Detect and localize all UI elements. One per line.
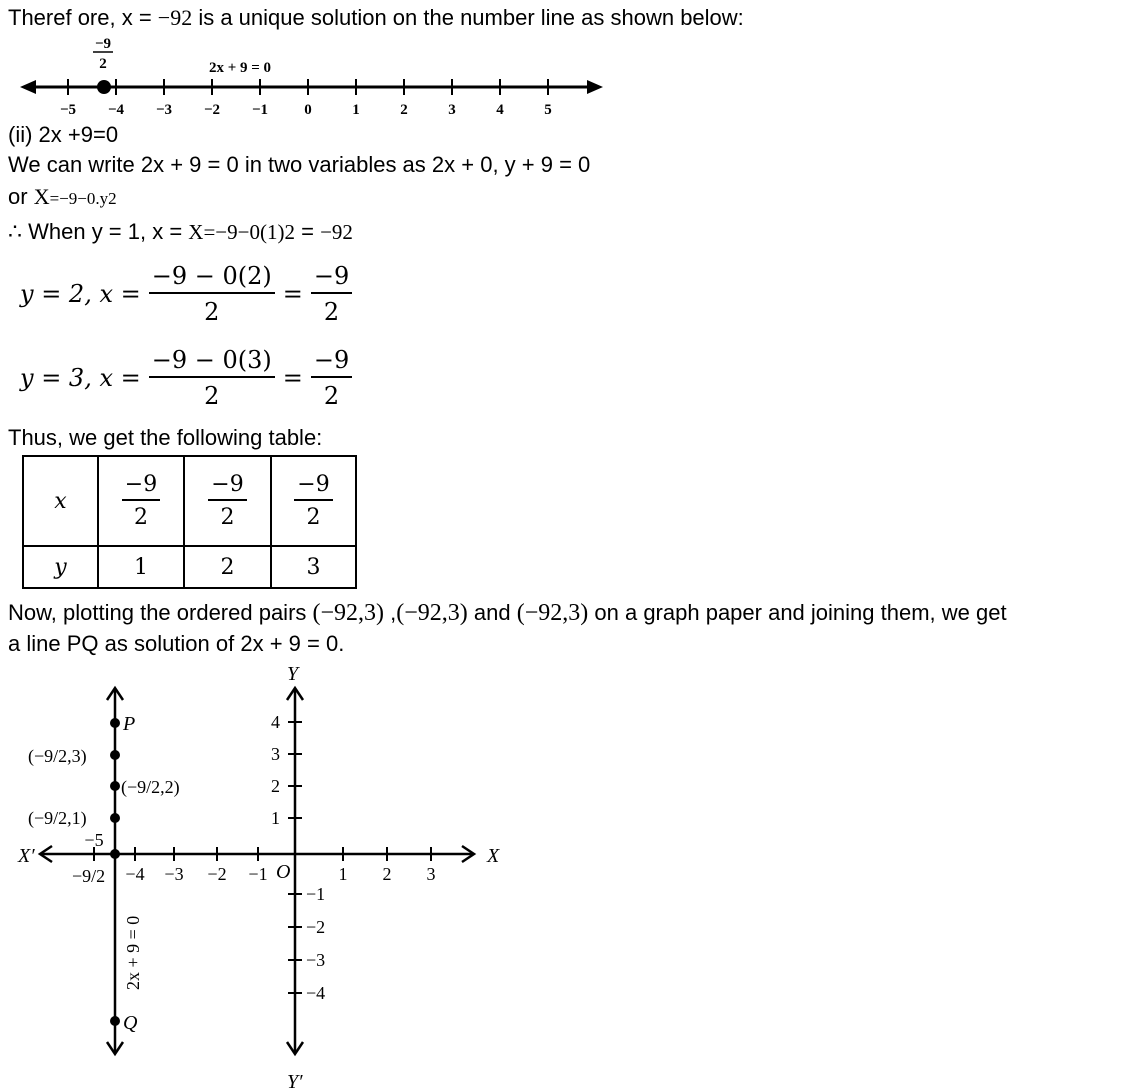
solution-point	[97, 80, 111, 94]
eq-num: −9 − 0(3)	[149, 346, 275, 378]
equation-y2	[20, 262, 352, 326]
x-tick-label: −2	[207, 864, 227, 884]
line-equation-label: 2x + 9 = 0	[123, 915, 143, 990]
table-cell	[184, 456, 271, 546]
label-point-2: (−9/2,2)	[121, 777, 180, 797]
math-inline: (−92,3)	[312, 600, 385, 626]
when-line	[8, 219, 353, 245]
part-ii: (ii) 2x +9=0	[8, 122, 119, 147]
two-variable-form: We can write 2x + 9 = 0 in two variables as 2x + 0, y + 9 = 0	[8, 152, 591, 177]
tick-label: 4	[496, 102, 504, 118]
math-inline: (−92,3)	[396, 600, 468, 626]
text: and	[467, 600, 517, 625]
tick-label: −1	[251, 102, 269, 118]
eq-den: 2	[204, 382, 220, 410]
origin-label: O	[276, 861, 291, 883]
point-den: 2	[99, 56, 107, 72]
coordinate-graph	[0, 660, 520, 1092]
math-inline: −92	[320, 220, 353, 244]
y-tick-label: 4	[271, 712, 280, 732]
equation-y3	[20, 346, 352, 410]
tick-label: 1	[352, 102, 360, 118]
plotting-line	[8, 600, 1007, 626]
eq-num: −9	[311, 262, 352, 294]
table-cell	[98, 456, 184, 546]
point-y0	[110, 849, 120, 859]
axis-x-label: X	[487, 845, 500, 867]
text: or	[8, 184, 34, 209]
math-inline: (−92,3)	[516, 600, 589, 626]
y-tick-label: −4	[306, 983, 326, 1003]
math-inline: =−9−0.y2	[49, 189, 117, 208]
or-line	[8, 184, 117, 212]
cell-num: −9	[122, 472, 160, 501]
label-point-1: (−9/2,1)	[28, 808, 87, 828]
point-q	[110, 1016, 120, 1026]
axis-xp-label: X′	[18, 845, 35, 867]
text: ,	[384, 600, 397, 625]
number-line-equation: 2x + 9 = 0	[208, 60, 272, 76]
y-tick-label: 3	[271, 744, 280, 764]
y-tick-label: 2	[271, 776, 280, 796]
point-q-label: Q	[123, 1012, 138, 1034]
table-cell: 2	[184, 546, 271, 588]
y-header: y	[23, 546, 98, 588]
x-tick-label: −5	[84, 830, 104, 850]
point-y3	[110, 750, 120, 760]
eq-den: 2	[323, 298, 340, 326]
thus-line: Thus, we get the following table:	[8, 425, 323, 450]
eq-den: 2	[323, 382, 340, 410]
table-row	[23, 546, 356, 588]
tick-label: 5	[544, 102, 552, 118]
text: Theref ore, x =	[8, 5, 158, 30]
eq-lhs: y = 2, x =	[20, 280, 141, 308]
y-tick-label: −1	[306, 884, 326, 904]
cell-den: 2	[134, 505, 148, 530]
x-header: x	[23, 456, 98, 546]
line-pq: a line PQ as solution of 2x + 9 = 0.	[8, 631, 345, 656]
cell-num: −9	[294, 472, 332, 501]
y-tick-label: −3	[306, 950, 326, 970]
axis-yp-label: Y′	[287, 1071, 303, 1092]
point-y2	[110, 781, 120, 791]
text: on a graph paper and joining them, we get	[588, 600, 1007, 625]
intro-line	[8, 5, 744, 31]
point-num: −9	[94, 36, 112, 52]
x-tick-label: −1	[248, 864, 268, 884]
text: Now, plotting the ordered pairs	[8, 600, 313, 625]
tick-label: −5	[59, 102, 77, 118]
point-p	[110, 718, 120, 728]
eq-num: −9 − 0(2)	[149, 262, 275, 294]
cell-num: −9	[208, 472, 246, 501]
text: =	[294, 219, 321, 244]
eq-sign: =	[282, 364, 303, 392]
math-inline: X=−9−0(1)2	[188, 220, 295, 244]
cell-den: 2	[220, 505, 235, 530]
point-y1	[110, 813, 120, 823]
values-table	[22, 455, 357, 589]
eq-num: −9	[311, 346, 352, 378]
text: is a unique solution on the number line as shown below:	[192, 5, 744, 30]
label-point-3: (−9/2,3)	[28, 746, 87, 766]
tick-label: 2	[400, 102, 408, 118]
tick-label: 3	[448, 102, 456, 118]
y-tick-label: 1	[271, 808, 280, 828]
tick-label: −2	[203, 102, 221, 118]
tick-label: −3	[155, 102, 173, 118]
text: ∴ When y = 1, x =	[8, 219, 189, 244]
x-tick-label: −3	[164, 864, 184, 884]
table-cell: 1	[98, 546, 184, 588]
number-line	[0, 30, 620, 120]
table-row	[23, 456, 356, 546]
axis-y-label: Y	[287, 663, 299, 685]
point-p-label: P	[123, 713, 136, 735]
x-tick-label: −4	[125, 864, 145, 884]
eq-lhs: y = 3, x =	[20, 364, 141, 392]
neg-nine-half-label: −9/2	[72, 866, 106, 886]
tick-label: −4	[107, 102, 125, 118]
math-inline: X	[33, 184, 50, 209]
x-tick-label: 3	[426, 864, 436, 884]
y-tick-label: −2	[306, 917, 326, 937]
cell-den: 2	[306, 505, 321, 530]
table-cell	[271, 456, 356, 546]
tick-label: 0	[304, 102, 312, 118]
eq-sign: =	[282, 280, 303, 308]
math-inline: −92	[157, 5, 193, 30]
table-cell: 3	[271, 546, 356, 588]
eq-den: 2	[204, 298, 220, 326]
x-tick-label: 1	[338, 864, 348, 884]
x-tick-label: 2	[382, 864, 392, 884]
